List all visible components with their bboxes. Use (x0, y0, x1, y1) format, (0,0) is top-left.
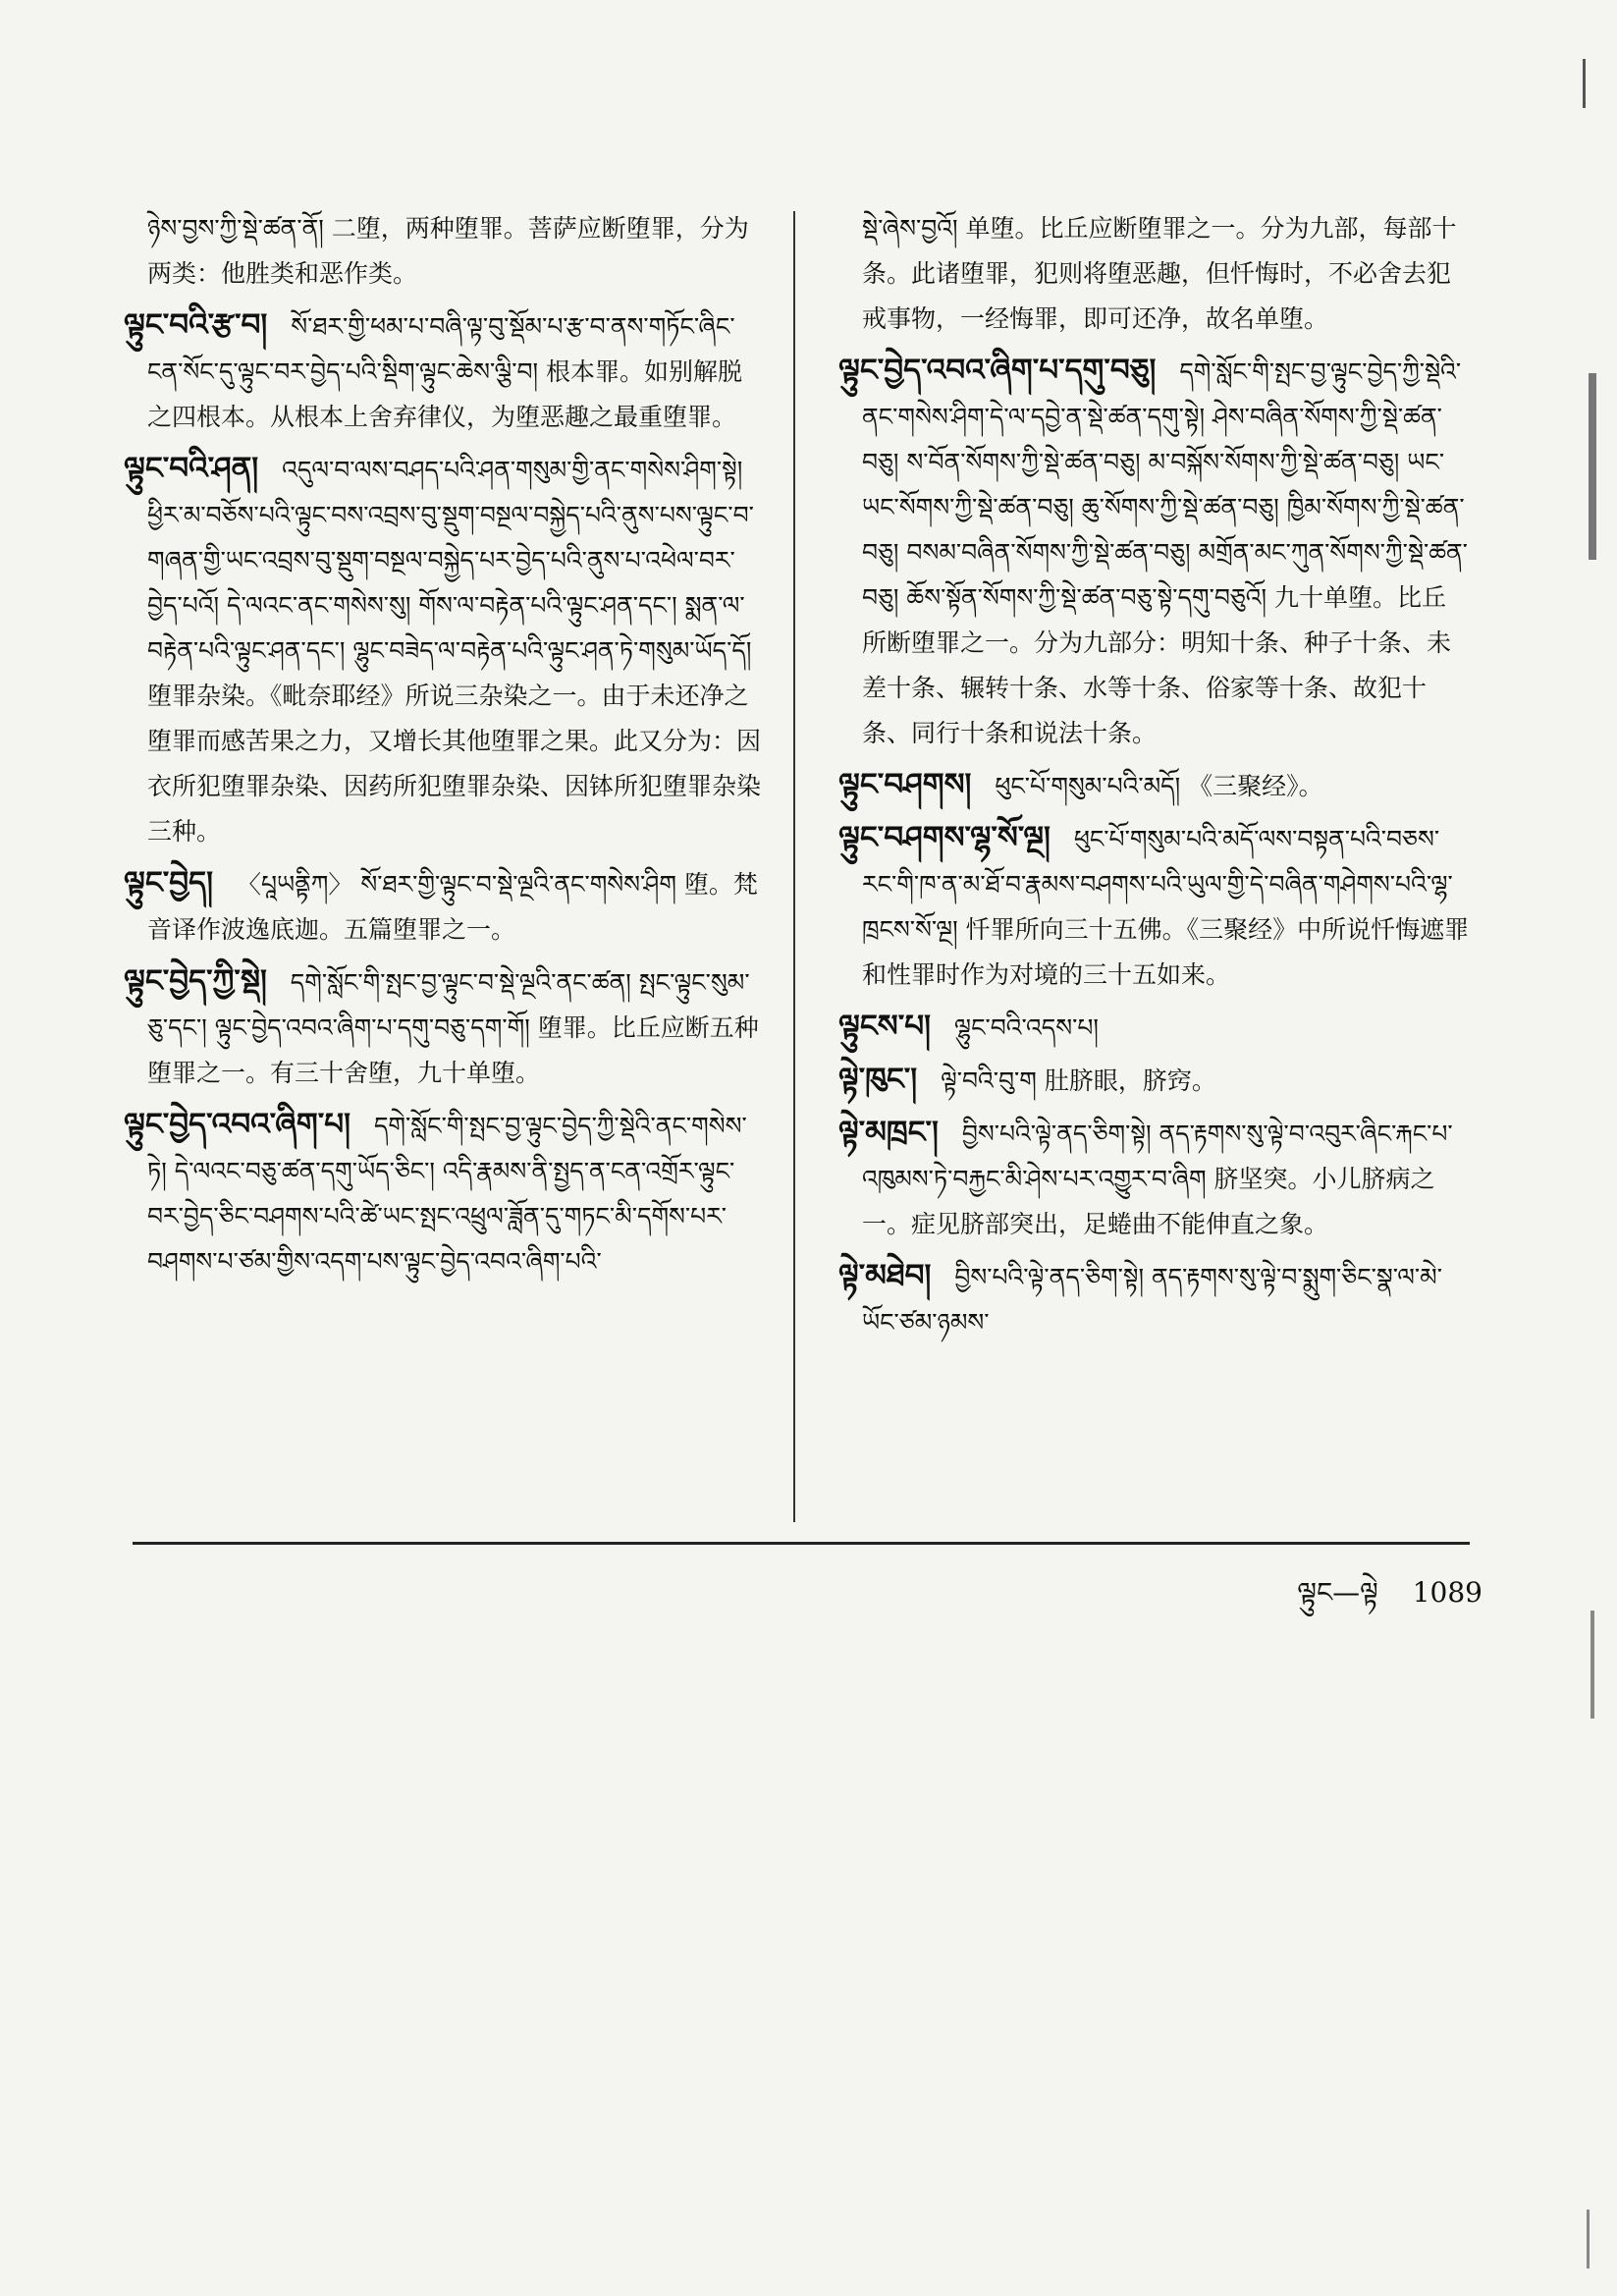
entry-headword: ལྟུང་བའི་རྩ་བ། (124, 307, 268, 343)
entry-ltung-bai-shan (124, 446, 766, 854)
entry-headword: ལྟུང་བྱེད། (124, 865, 213, 901)
entry-chinese: 根本罪。如别解脱之四根本。从根本上舍弃律仪，为堕恶趣之最重堕罪。 (147, 357, 742, 431)
entry-chinese: 《三聚经》。 (1188, 772, 1323, 800)
entry-headword: ལྟུང་བཤགས། (838, 767, 972, 802)
entry-chinese: 堕。梵音译作波逸底迦。五篇堕罪之一。 (147, 870, 758, 944)
entry-headword: ལྟུང་བྱེད་འབའ་ཞིག་པ། (124, 1107, 350, 1142)
page-footer (1188, 1561, 1482, 1639)
entry-chinese: 九十单堕。比丘所断堕罪之一。分为九部分：明知十条、种子十条、未差十条、辗转十条、水等十条、俗家等十条、故犯十条、同行十条和说法十条。 (862, 583, 1452, 747)
entry-chinese: 忏罪所向三十五佛。《三聚经》中所说忏悔遮罪和性罪时作为对境的三十五如来。 (862, 915, 1470, 989)
entry-tibetan: ཕུང་པོ་གསུམ་པའི་མདོ་ལས་བསྟན་པའི་བཅས་རང་གི་ཁ་ན་མ་ཐོ་བ་རྣམས་བཤགས་པའི་ཡུལ་གྱི་དེ་བཞིན་གཤེགས་པའི་ལྷ་ཁྲངས་སོ་ལྔ། (862, 825, 1453, 944)
scan-mark (1589, 373, 1596, 560)
entry-tibetan: དགེ་སློང་གི་སྤང་བྱ་ལྟུང་བྱེད་ཀྱི་སྡེའི་ནང་གསེས་ཏེ། དེ་ལའང་བཅུ་ཚན་དགུ་ཡོད་ཅིང་། འདི་རྣམས་ནི་སྤྱད་ན་ངན་འགྲོར་ལྟུང་བར་བྱེད་ཅིང་བཤགས་པའི་ཚེ་ཡང་སྤང་འཕྲུལ་ཟློན་དུ་གཏང་མི་དགོས་པར་བཤགས་པ་ཙམ་གྱིས་འདག་པས་ལྟུང་བྱེད་འབའ་ཞིག་པའི་ (147, 1112, 747, 1276)
entry-headword: ལྟུང་བའི་ཤན། (124, 451, 259, 486)
scan-mark (1587, 2210, 1590, 2269)
entry-chinese: 堕罪。比丘应断五种堕罪之一。有三十舍堕，九十单堕。 (147, 1013, 759, 1087)
entry-ltung-bai-rtsa-ba (124, 302, 766, 440)
entry-headword: ལྟེ་ཁུང་། (838, 1062, 918, 1097)
entry-headword: ལྟུངས་པ། (838, 1009, 931, 1044)
entry-tibetan: ཕུང་པོ་གསུམ་པའི་མདོ། (995, 772, 1181, 800)
entry-ltung-byed-bai-zhig-pa (124, 1102, 766, 1285)
entry-lte-mtheb (838, 1253, 1471, 1345)
right-column (838, 206, 1471, 1351)
entry-chinese: 单堕。比丘应断堕罪之一。分为九部，每部十条。此诸堕罪，犯则将堕恶趣，但忏悔时，不必舍去犯戒事物，一经悔罪，即可还净，故名单堕。 (862, 214, 1457, 333)
entry-tibetan: འདུལ་བ་ལས་བཤད་པའི་ཤན་གསུམ་གྱི་ནང་གསེས་ཤིག་སྟེ། ཕྱིར་མ་བཅོས་པའི་ལྟུང་བས་འབྲས་བུ་སྡུག་བསྔལ་བསྐྱེད་པའི་ནུས་པས་ལྟུང་བ་གཞན་གྱི་ཡང་འབྲས་བུ་སྡུག་བསྔལ་བསྐྱེད་པར་བྱེད་པའི་ནུས་པ་འཕེལ་བར་བྱེད་པའོ། དེ་ལའང་ནང་གསེས་སུ། གོས་ལ་བརྟེན་པའི་ལྟུང་ཤན་དང་། སྨན་ལ་བརྟེན་པའི་ལྟུང་ཤན་དང་། ལྷུང་བཟེད་ལ་བརྟེན་པའི་ལྟུང་ཤན་ཏེ་གསུམ་ཡོད་དོ། (147, 456, 754, 665)
entry-ltung-bshags-lha-so-lnga (838, 815, 1471, 998)
entry-headword: ལྟུང་བྱེད་འབའ་ཞིག་པ་དགུ་བཅུ། (838, 353, 1157, 388)
entry-headword: ལྟེ་མཐེབ། (838, 1258, 932, 1293)
entry-continuation (862, 206, 1471, 342)
entry-chinese: 二堕，两种堕罪。菩萨应断堕罪，分为两类：他胜类和恶作类。 (147, 214, 749, 288)
entry-ltung-byed-kyi-sde (124, 958, 766, 1096)
entry-ltung-byed-dgu-bcu (838, 348, 1471, 756)
entry-chinese: 堕罪杂染。《毗奈耶经》所说三杂染之一。由于未还净之堕罪而感苦果之力，又增长其他堕罪之果。此又分为：因衣所犯堕罪杂染、因药所犯堕罪杂染、因钵所犯堕罪杂染三种。 (147, 682, 762, 846)
entry-headword: ལྟུང་བཤགས་ལྷ་སོ་ལྔ། (838, 820, 1051, 855)
entry-tibetan: དགེ་སློང་གི་སྤང་བྱ་ལྟུང་བྱེད་ཀྱི་སྡེའི་ནང་གསེས་ཤིག་དེ་ལ་དབྱེ་ན་སྡེ་ཚན་དགུ་སྟེ། ཤེས་བཞིན་སོགས་ཀྱི་སྡེ་ཚན་བཅུ། ས་བོན་སོགས་ཀྱི་སྡེ་ཚན་བཅུ། མ་བསྐོས་སོགས་ཀྱི་སྡེ་ཚན་བཅུ། ཡང་ཡང་སོགས་ཀྱི་སྡེ་ཚན་བཅུ། ཆུ་སོགས་ཀྱི་སྡེ་ཚན་བཅུ། ཁྱིམ་སོགས་ཀྱི་སྡེ་ཚན་བཅུ། བསམ་བཞིན་སོགས་ཀྱི་སྡེ་ཚན་བཅུ། མགྲོན་མང་ཀུན་སོགས་ཀྱི་སྡེ་ཚན་བཅུ། ཆོས་སྟོན་སོགས་ཀྱི་སྡེ་ཚན་བཅུ་སྟེ་དགུ་བཅུའོ། (862, 357, 1468, 612)
entry-nyes-byas-sde (147, 206, 766, 297)
entry-chinese: 肚脐眼，脐窍。 (1044, 1066, 1216, 1095)
entry-tibetan: ལྷུང་བའི་འདས་པ། (953, 1013, 1099, 1042)
page-number: 1089 (1412, 1576, 1482, 1609)
entry-ltung-bshags (838, 762, 1471, 809)
entry-ltung-byed (124, 860, 766, 953)
entry-tibetan: 〈པཱཡནྟིཀ〉 སོ་ཐར་གྱི་ལྟུང་བ་སྡེ་ལྔའི་ནང་གསེས་ཤིག (236, 870, 676, 899)
entry-tibetan: ལྟེ་བའི་བུ་ག (941, 1066, 1037, 1095)
scan-mark (1583, 59, 1586, 108)
entry-lte-khung (838, 1057, 1471, 1104)
entry-tibetan: ཉེས་བྱས་ཀྱི་སྡེ་ཚན་ནོ། (147, 214, 324, 243)
entry-tibetan: བྱིས་པའི་ལྟེ་ནད་ཅིག་སྟེ། ནད་རྟགས་སུ་ལྟེ་བ་འབུར་ཞིང་རྐང་པ་འཁུམས་ཏེ་བརྐྱང་མི་ཤེས་པར་འགྱུར་བ་ཞིག (862, 1120, 1453, 1193)
entry-tibetan: བྱིས་པའི་ལྟེ་ནད་ཅིག་སྟེ། ནད་རྟགས་སུ་ལྟེ་བ་སྨུག་ཅིང་སྣ་ལ་མེ་ཡོང་ཙམ་ཉམས་ (862, 1263, 1442, 1337)
entry-tibetan: སོ་ཐར་གྱི་ཕམ་པ་བཞི་ལྟ་བུ་སྡོམ་པ་རྩ་བ་ནས་གཏོང་ཞིང་ངན་སོང་དུ་ལྟུང་བར་བྱེད་པའི་སྡིག་ལྟུང་ཆེས་ལྕི་བ། (147, 312, 735, 386)
entry-ltungs-pa (838, 1004, 1471, 1051)
left-column (124, 206, 766, 1290)
entry-lte-mkhrang (838, 1110, 1471, 1247)
scan-mark (1590, 1611, 1594, 1719)
column-divider (793, 211, 795, 1522)
entry-headword: ལྟུང་བྱེད་ཀྱི་སྡེ། (124, 963, 267, 999)
entry-tibetan: སྡེ་ཞེས་བྱའོ། (862, 214, 958, 243)
entry-headword: ལྟེ་མཁྲང་། (838, 1115, 939, 1150)
footer-rule (133, 1542, 1470, 1545)
entry-tibetan: དགེ་སློང་གི་སྤང་བྱ་ལྟུང་བ་སྡེ་ལྔའི་ནང་ཚན། སྤང་ལྟུང་སུམ་ཅུ་དང་། ལྟུང་བྱེད་འབའ་ཞིག་པ་དགུ་བཅུ་དག་གོ། (147, 968, 750, 1042)
entry-chinese: 脐坚突。小儿脐病之一。症见脐部突出，足蜷曲不能伸直之象。 (862, 1165, 1435, 1238)
footer-range: ལྟུང—ལྟེ (1297, 1576, 1378, 1609)
